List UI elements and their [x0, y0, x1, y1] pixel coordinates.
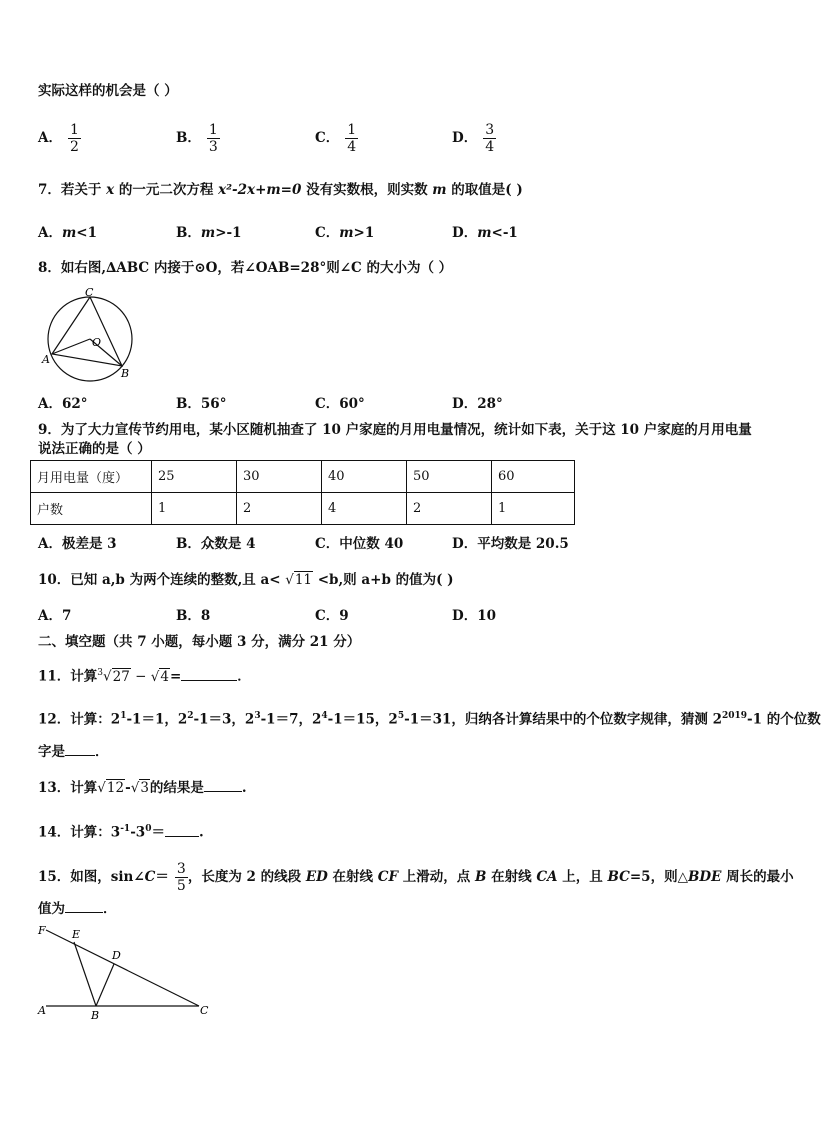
q8-option-d[interactable]: D．28° — [452, 396, 503, 412]
table-cell: 60 — [492, 461, 575, 493]
table-cell: 1 — [152, 493, 237, 525]
q11-stem: 11．计算$^3$√27 − √4= ． — [38, 668, 251, 685]
q12-stem: 12．计算：$2^1-1=1$，$2^2-1=3$，$2^3-1=7$，$2^4-1=15$，$2^5-1=31$，归纳各计算结果中的个位数字规律，猜测 $2^{2019}-1$ 的个位数 — [38, 711, 821, 728]
q9-option-a[interactable]: A．极差是 3 — [38, 536, 117, 552]
q6-option-c[interactable]: C． $\frac{1}{4}$ — [315, 122, 357, 155]
table-cell: 2 — [237, 493, 322, 525]
table-cell: 1 — [492, 493, 575, 525]
q10-option-b[interactable]: B．8 — [176, 608, 211, 624]
q13-stem: 13．计算√12-√3的结果是 . — [38, 780, 247, 796]
q11-answer-blank[interactable] — [181, 680, 237, 681]
q15-answer-blank[interactable] — [65, 912, 103, 913]
label-c: C — [200, 1004, 209, 1017]
segment-be — [74, 942, 96, 1006]
q8-circle-figure — [38, 284, 148, 388]
q7-stem: 7．若关于 x 的一元二次方程 x²-2x+m=0 没有实数根，则实数 m 的取值是( ) — [38, 182, 523, 198]
q10-option-a[interactable]: A．7 — [38, 608, 72, 624]
q8-option-c[interactable]: C．60° — [315, 396, 365, 412]
label-f: F — [38, 924, 46, 937]
q10-stem: 10．已知 a,b 为两个连续的整数,且 a< √11 <b,则 a+b 的值为( ) — [38, 572, 454, 588]
q14-answer-blank[interactable] — [165, 836, 199, 837]
q8-option-a[interactable]: A．62° — [38, 396, 88, 412]
q12-stem-2: 字是 ． — [38, 744, 109, 760]
q7-option-a[interactable]: A．m<1 — [38, 225, 97, 241]
q15-stem-2: 值为 ． — [38, 901, 117, 917]
table-cell: 40 — [322, 461, 407, 493]
table-row — [31, 493, 575, 525]
q7-option-d[interactable]: D．m<-1 — [452, 225, 518, 241]
label-b: B — [121, 367, 130, 380]
label-a: A — [42, 353, 50, 366]
q13-answer-blank[interactable] — [204, 791, 242, 792]
q8-option-b[interactable]: B．56° — [176, 396, 227, 412]
q9-option-b[interactable]: B．众数是 4 — [176, 536, 256, 552]
label-c: C — [85, 286, 94, 299]
q9-option-c[interactable]: C．中位数 40 — [315, 536, 404, 552]
q10-option-d[interactable]: D．10 — [452, 608, 496, 624]
q9-option-d[interactable]: D．平均数是 20.5 — [452, 536, 569, 552]
segment-bd — [96, 964, 114, 1006]
table-cell: 25 — [152, 461, 237, 493]
q9-stem-2: 说法正确的是（ ） — [38, 441, 151, 457]
label-e: E — [72, 928, 81, 941]
label-d: D — [112, 949, 121, 962]
q6-option-a[interactable]: A． $\frac{1}{2}$ — [38, 122, 79, 155]
q12-answer-blank[interactable] — [65, 755, 95, 756]
electricity-table — [30, 460, 575, 525]
table-cell: 2 — [407, 493, 492, 525]
q8-stem: 8．如右图,∆ABC 内接于⊙O，若∠OAB=28°则∠C 的大小为（ ） — [38, 260, 453, 276]
q6-option-b[interactable]: B． $\frac{1}{3}$ — [176, 122, 218, 155]
table-cell: 户数 — [31, 493, 152, 525]
q10-option-c[interactable]: C．9 — [315, 608, 349, 624]
table-cell: 月用电量（度） — [31, 461, 152, 493]
q6-option-d[interactable]: D． $\frac{3}{4}$ — [452, 122, 495, 155]
section-2-heading: 二、填空题（共 7 小题，每小题 3 分，满分 21 分） — [38, 634, 361, 650]
q14-stem: 14．计算：$3^{-1}-3^0=$ . — [38, 824, 204, 841]
table-cell: 50 — [407, 461, 492, 493]
q15-figure — [36, 922, 216, 1022]
ray-cf — [46, 930, 199, 1006]
q7-option-c[interactable]: C．m>1 — [315, 225, 375, 241]
label-a: A — [38, 1004, 46, 1017]
label-b: B — [91, 1009, 100, 1022]
q7-option-b[interactable]: B．m>-1 — [176, 225, 242, 241]
table-cell: 30 — [237, 461, 322, 493]
q6-stem-tail: 实际这样的机会是（ ） — [38, 83, 178, 99]
q15-stem: 15．如图，sin∠C＝ $\frac{3}{5}$ ，长度为 2 的线段 ED 在射线 CF 上滑动，点 B 在射线 CA 上，且 BC=5，则△BDE 周长的最小 — [38, 861, 794, 894]
q9-stem: 9．为了大力宣传节约用电，某小区随机抽查了 10 户家庭的月用电量情况，统计如下表，关于这 10 户家庭的月用电量 — [38, 422, 752, 438]
table-row — [31, 461, 575, 493]
table-cell: 4 — [322, 493, 407, 525]
label-o: O — [92, 336, 102, 349]
